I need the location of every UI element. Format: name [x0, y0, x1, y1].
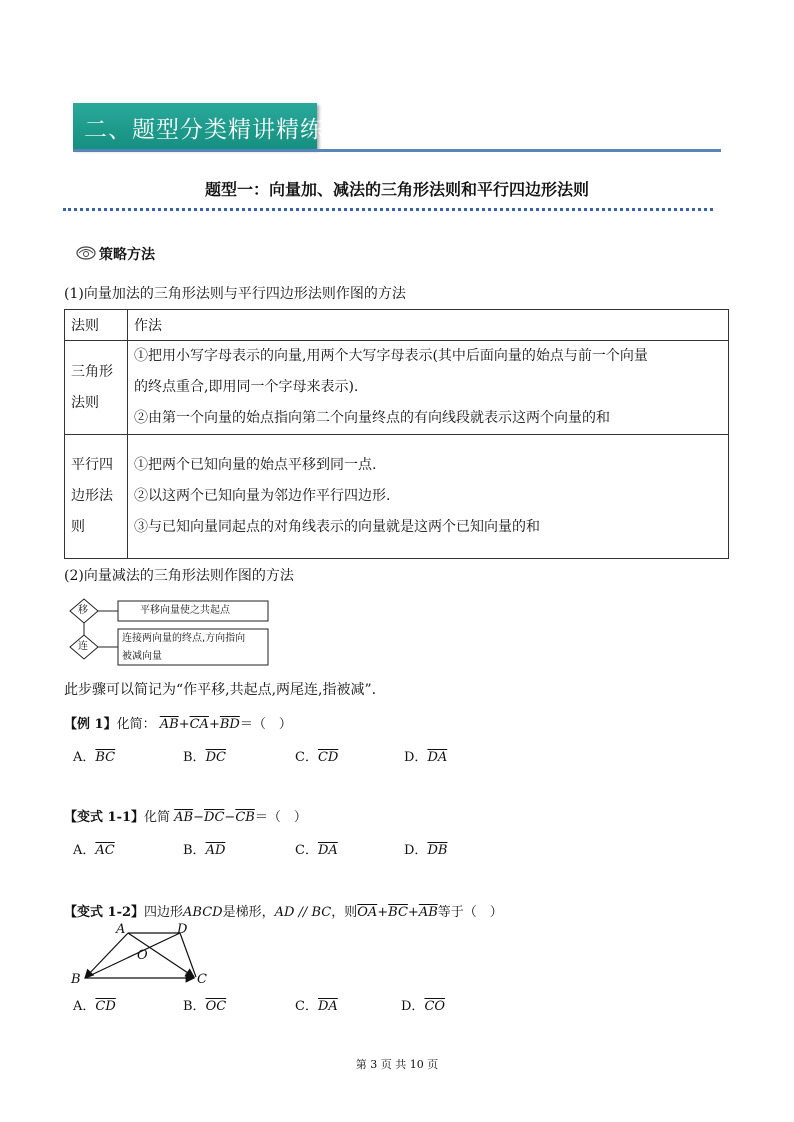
- vector: $\overline{CA}$: [189, 717, 209, 732]
- option-b[interactable]: B．$\overline{DC}$: [183, 750, 226, 765]
- option-c[interactable]: C．$\overline{CD}$: [295, 750, 339, 765]
- vector: $\overline{OA}$: [357, 905, 378, 920]
- option-a[interactable]: A．$\overline{AC}$: [73, 843, 115, 858]
- option-c[interactable]: C．$\overline{DA}$: [295, 999, 338, 1014]
- option-b[interactable]: B．$\overline{OC}$: [183, 999, 227, 1014]
- method-line: ①把用小写字母表示的向量,用两个大写字母表示(其中后面向量的始点与前一个向量: [134, 348, 648, 364]
- part2-title: (2)向量减法的三角形法则作图的方法: [64, 568, 294, 584]
- example-1-question: [64, 713, 292, 732]
- answer-blank: 等于（ ）: [437, 905, 503, 920]
- operator: +: [178, 717, 190, 732]
- option-d[interactable]: D．$\overline{DA}$: [404, 750, 448, 765]
- flow-step2-label: 连: [78, 641, 88, 652]
- rules-table: [64, 309, 729, 559]
- example-prompt: 化简: [144, 810, 171, 825]
- method-line: ②由第一个向量的始点指向第二个向量终点的有向线段就表示这两个向量的和: [134, 410, 610, 426]
- operator: +: [407, 905, 419, 920]
- header-method: 作法: [128, 310, 729, 341]
- method-line: ①把两个已知向量的始点平移到同一点.: [134, 457, 377, 473]
- label-o: O: [137, 948, 148, 963]
- dotted-divider: [63, 208, 713, 211]
- vector: $\overline{BC}$: [388, 905, 408, 920]
- table-row: [65, 341, 729, 435]
- part1-title: (1)向量加法的三角形法则与平行四边形法则作图的方法: [64, 286, 406, 302]
- quad-name: ABCD: [183, 905, 223, 920]
- operator: −: [193, 810, 205, 825]
- operator: +: [208, 717, 220, 732]
- rule-line: 则: [71, 519, 85, 535]
- rule-line: 法则: [71, 394, 99, 411]
- page-footer: 第 3 页 共 10 页: [355, 1058, 439, 1071]
- table-row: [65, 435, 729, 559]
- option-a[interactable]: A．$\overline{CD}$: [73, 999, 116, 1014]
- example-tag: 【变式 1-2】: [64, 905, 145, 920]
- method-line: ②以这两个已知向量为邻边作平行四边形.: [134, 488, 391, 504]
- option-b[interactable]: B．$\overline{AD}$: [183, 843, 226, 858]
- answer-blank: ＝（ ）: [239, 717, 292, 732]
- option-c[interactable]: C．$\overline{DA}$: [295, 843, 338, 858]
- rule-cell: [65, 341, 128, 435]
- flow-step1-label: 移: [78, 605, 88, 616]
- strategy-label: 策略方法: [99, 247, 155, 263]
- option-d[interactable]: D．$\overline{DB}$: [404, 843, 448, 858]
- flow-step2-text: 连接两向量的终点,方向指向: [122, 633, 246, 644]
- memo-text: 此步骤可以简记为“作平移,共起点,两尾连,指被减”.: [64, 682, 377, 698]
- label-a: A: [116, 922, 126, 937]
- segment-db: [87, 933, 180, 977]
- segment-dc: [180, 933, 196, 977]
- label-c: C: [197, 972, 207, 987]
- parallel-condition: AD // BC: [274, 905, 332, 920]
- example-prompt: 四边形: [144, 905, 184, 920]
- rule-line: 三角形: [71, 363, 113, 380]
- section-divider: [73, 149, 721, 152]
- variant-1-2-question: [64, 901, 503, 920]
- method-cell: [128, 341, 729, 435]
- rule-line: 平行四: [71, 457, 113, 473]
- table-header-row: [65, 310, 729, 341]
- strategy-icon: [75, 245, 97, 261]
- segment-ab: [85, 933, 128, 978]
- example-tag: 【例 1】: [64, 717, 117, 732]
- option-d[interactable]: D．$\overline{CO}$: [401, 999, 446, 1014]
- header-rule: 法则: [65, 310, 128, 341]
- vector: $\overline{DC}$: [204, 810, 225, 825]
- vector: $\overline{AB}$: [174, 810, 194, 825]
- operator: +: [377, 905, 389, 920]
- section-title: 二、题型分类精讲精练: [84, 117, 324, 143]
- example-prompt: ，则: [331, 905, 358, 920]
- label-b: B: [71, 972, 81, 987]
- flow-step1-text: 平移向量使之共起点: [140, 605, 230, 616]
- example-prompt: 化简：: [116, 717, 156, 732]
- operator: −: [224, 810, 236, 825]
- variant-1-1-question: [64, 806, 307, 825]
- method-cell: [128, 435, 729, 559]
- flow-step2-text: 被减向量: [122, 651, 162, 662]
- topic-title: 题型一：向量加、减法的三角形法则和平行四边形法则: [204, 180, 589, 199]
- vector: $\overline{CB}$: [235, 810, 255, 825]
- rule-line: 边形法: [71, 488, 113, 504]
- answer-blank: ＝（ ）: [254, 810, 307, 825]
- option-a[interactable]: A．$\overline{BC}$: [73, 750, 116, 765]
- vector: $\overline{BD}$: [219, 717, 240, 732]
- label-d: D: [177, 922, 188, 937]
- example-tag: 【变式 1-1】: [64, 810, 145, 825]
- vector: $\overline{AB}$: [418, 905, 438, 920]
- example-prompt: 是梯形，: [222, 905, 275, 920]
- method-line: ③与已知向量同起点的对角线表示的向量就是这两个已知向量的和: [134, 519, 540, 535]
- vector: $\overline{AB}$: [159, 717, 179, 732]
- method-line: 的终点重合,即用同一个字母来表示).: [134, 379, 359, 395]
- rule-cell: [65, 435, 128, 559]
